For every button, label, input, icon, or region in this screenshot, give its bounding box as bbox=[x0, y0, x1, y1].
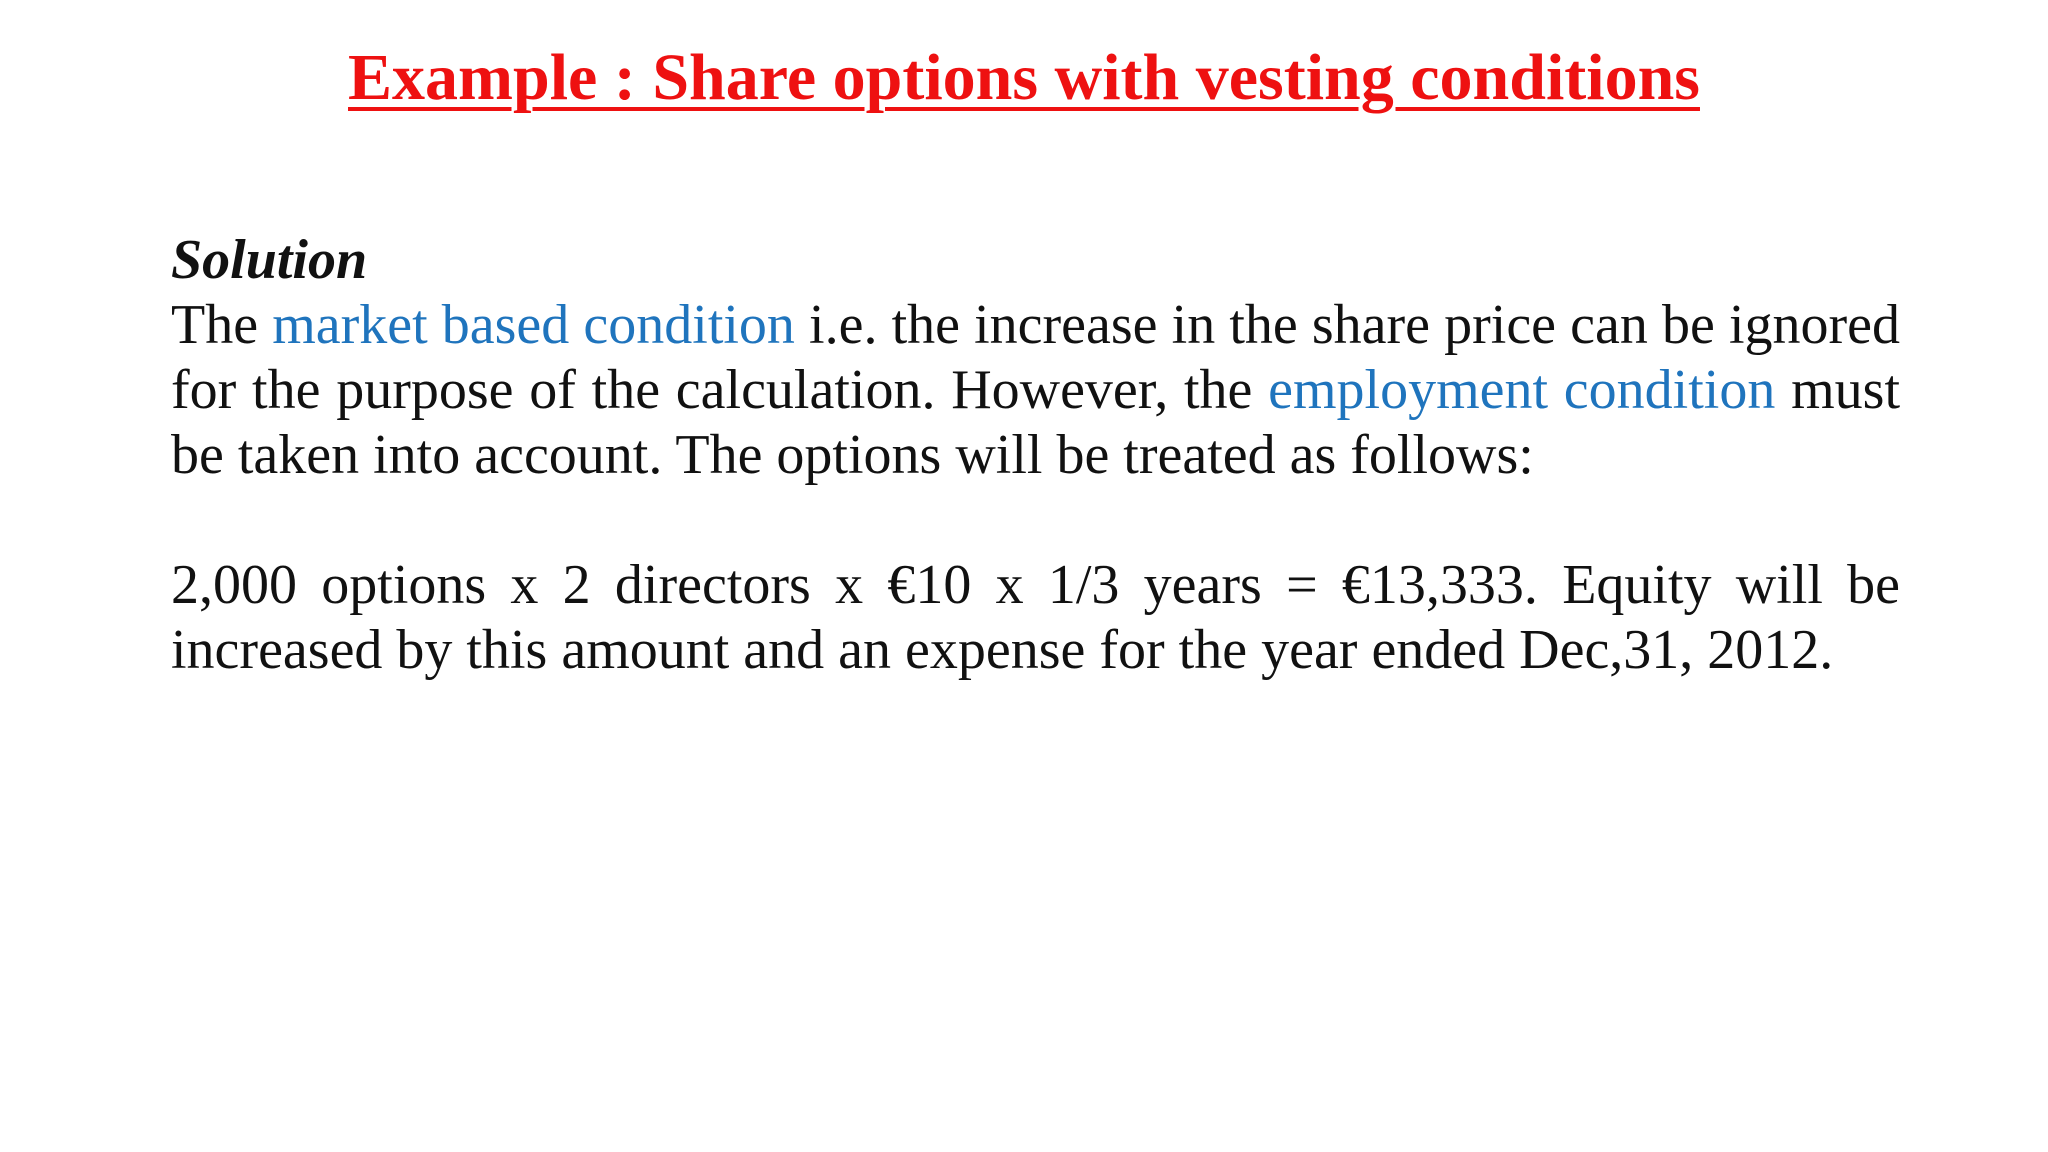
paragraph-text: i.e. the increase in the share price can be ignored for the purpose of the calculation. However, the bbox=[171, 294, 1901, 421]
calculation-paragraph: 2,000 options x 2 directors x €10 x 1/3 years = €13,333. Equity will be increased by this amount and an expense for the year ended Dec,31, 2012. bbox=[171, 554, 1900, 681]
highlight-employment-condition: employment condition bbox=[1268, 359, 1776, 421]
slide-title: Example : Share options with vesting conditions bbox=[348, 41, 1700, 114]
slide-content bbox=[171, 228, 1900, 683]
explanation-paragraph bbox=[171, 293, 1900, 488]
highlight-market-based-condition: market based condition bbox=[272, 294, 795, 356]
paragraph-text: must be taken into account. The options will be treated as follows: bbox=[171, 359, 1900, 486]
paragraph-text: The bbox=[171, 294, 273, 356]
solution-heading: Solution bbox=[171, 229, 368, 291]
